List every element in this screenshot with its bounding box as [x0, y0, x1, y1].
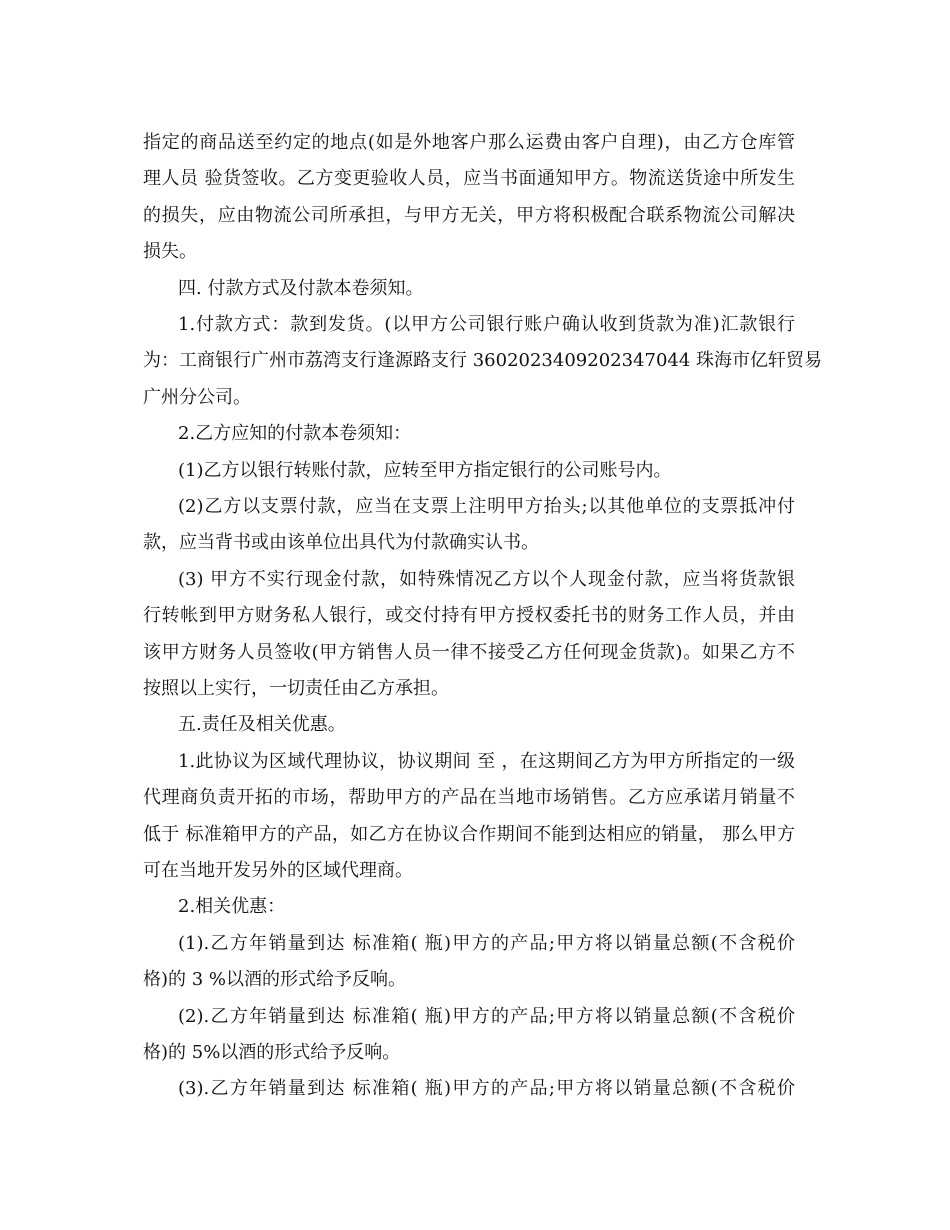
text-line: 该甲方财务人员签收(甲方销售人员一律不接受乙方任何现金货款)。如果乙方不 [143, 641, 795, 663]
text-line: 代理商负责开拓的市场，帮助甲方的产品在当地市场销售。乙方应承诺月销量不 [143, 787, 795, 809]
text-line: 可在当地开发另外的区域代理商。 [143, 860, 413, 881]
text-line: (2).乙方年销量到达 标准箱( 瓶)甲方的产品;甲方将以销量总额(不含税价 [178, 1005, 795, 1027]
text-line: 损失。 [143, 241, 197, 263]
text-line: 行转帐到甲方财务私人银行，或交付持有甲方授权委托书的财务工作人员，并由 [143, 605, 795, 627]
text-line: 1.此协议为区域代理协议，协议期间 至 ，在这期间乙方为甲方所指定的一级 [178, 750, 795, 772]
text-line: 五.责任及相关优惠。 [178, 714, 346, 736]
text-line: 1.付款方式：款到发货。(以甲方公司银行账户确认收到货款为准)汇款银行 [178, 314, 795, 335]
text-line: (1)乙方以银行转账付款，应转至甲方指定银行的公司账号内。 [178, 459, 672, 481]
text-line: 款，应当背书或由该单位出具代为付款确实认书。 [143, 532, 539, 554]
text-line: 为：工商银行广州市荔湾支行逢源路支行 3602023409202347044 珠海市亿轩贸易 [143, 350, 823, 372]
text-line: 的损失，应由物流公司所承担，与甲方无关，甲方将积极配合联系物流公司解决 [143, 204, 795, 226]
text-line: 格)的 5%以酒的形式给予反响。 [143, 1042, 401, 1063]
text-line: (3) 甲方不实行现金付款，如特殊情况乙方以个人现金付款，应当将货款银 [178, 568, 795, 590]
text-line: 四. 付款方式及付款本卷须知。 [178, 277, 424, 299]
text-line: 指定的商品送至约定的地点(如是外地客户那么运费由客户自理)，由乙方仓库管 [143, 132, 795, 153]
text-line: 2.乙方应知的付款本卷须知： [178, 423, 412, 445]
text-line: 广州分公司。 [143, 386, 251, 408]
text-line: (2)乙方以支票付款，应当在支票上注明甲方抬头;以其他单位的支票抵冲付 [178, 496, 795, 517]
text-line: 格)的 3 %以酒的形式给予反响。 [143, 969, 407, 991]
text-line: (1).乙方年销量到达 标准箱( 瓶)甲方的产品;甲方将以销量总额(不含税价 [178, 932, 795, 954]
text-line: 低于 标准箱甲方的产品，如乙方在协议合作期间不能到达相应的销量， 那么甲方 [143, 823, 795, 845]
text-line: (3).乙方年销量到达 标准箱( 瓶)甲方的产品;甲方将以销量总额(不含税价 [178, 1078, 795, 1100]
text-line: 2.相关优惠： [178, 896, 286, 918]
text-line: 理人员 验货签收。乙方变更验收人员，应当书面通知甲方。物流送货途中所发生 [143, 168, 795, 190]
text-line: 按照以上实行，一切责任由乙方承担。 [143, 678, 449, 699]
